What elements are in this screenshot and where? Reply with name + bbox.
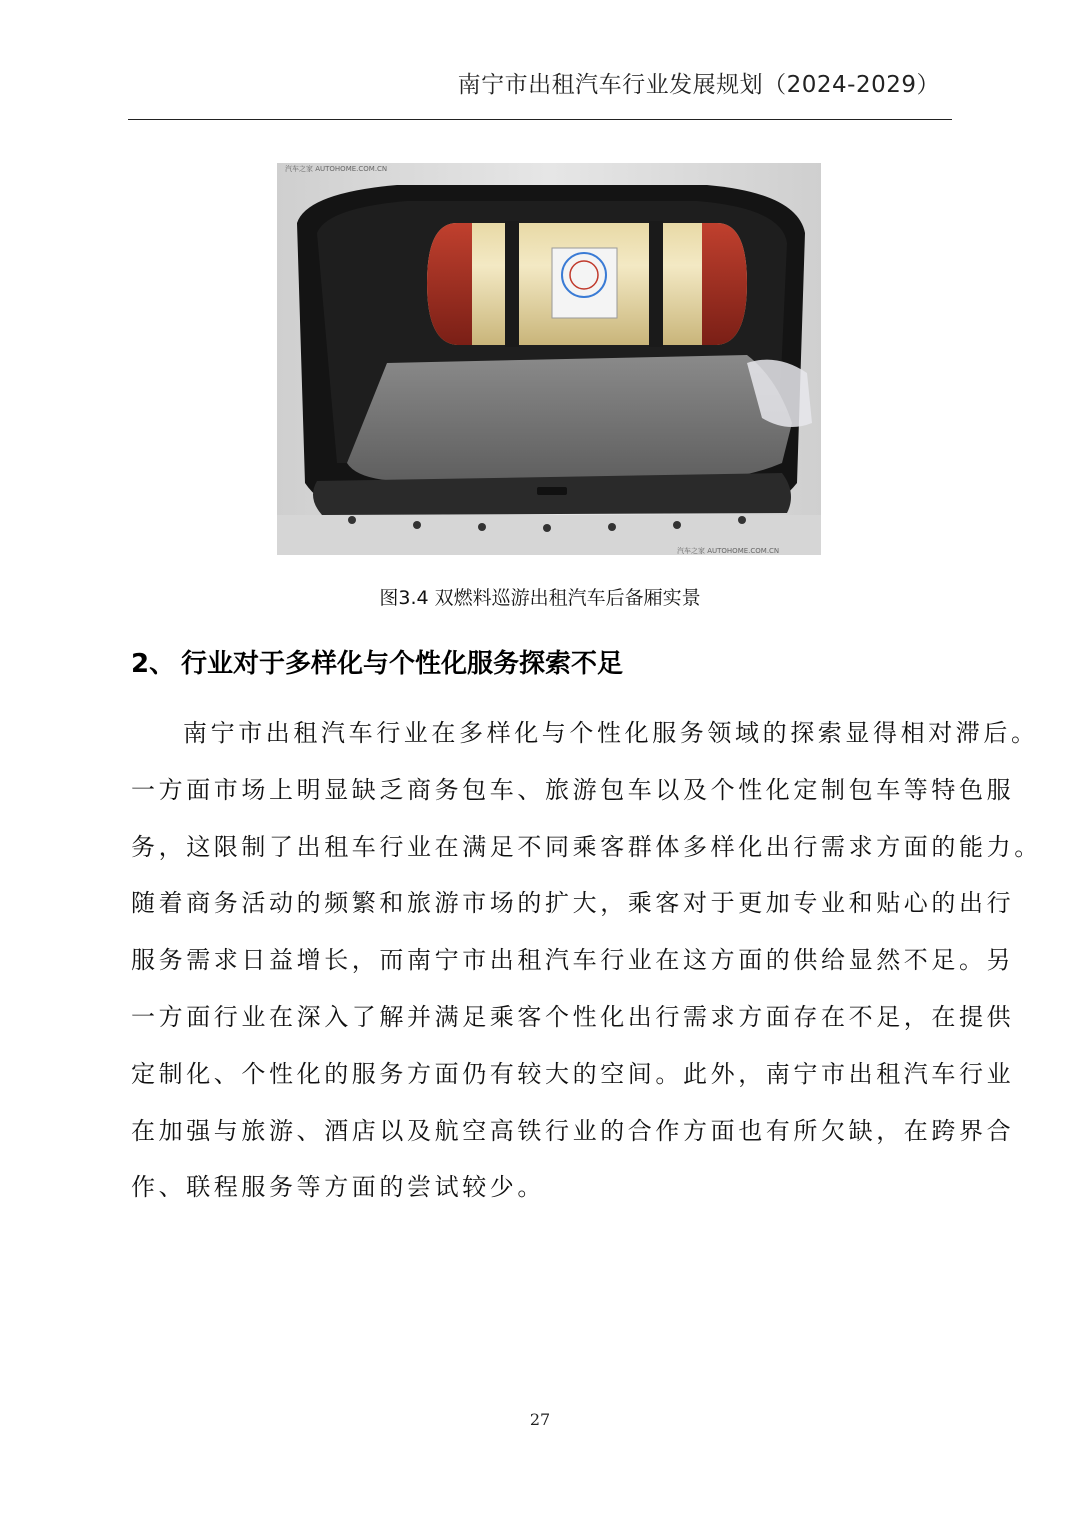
paragraph-line: 在加强与旅游、酒店以及航空高铁行业的合作方面也有所欠缺，在跨界合 [131,1116,1015,1145]
page-number: 27 [529,1410,551,1429]
section-title: 行业对于多样化与个性化服务探索不足 [181,649,624,679]
trunk-photo [277,163,821,555]
paragraph-line: 服务需求日益增长，而南宁市出租汽车行业在这方面的供给显然不足。另 [131,946,1015,975]
paragraph-line: 一方面市场上明显缺乏商务包车、旅游包车以及个性化定制包车等特色服 [131,775,1015,804]
header-divider [128,119,952,120]
photo-watermark-top: 汽车之家 AUTOHOME.COM.CN [285,165,388,173]
figure-caption: 图3.4 双燃料巡游出租汽车后备厢实景 [379,587,701,609]
paragraph-line: 随着商务活动的频繁和旅游市场的扩大，乘客对于更加专业和贴心的出行 [131,889,1015,918]
paragraph-line: 作、联程服务等方面的尝试较少。 [131,1173,545,1202]
paragraph-line: 务，这限制了出租车行业在满足不同乘客群体多样化出行需求方面的能力。 [131,832,1042,861]
body-paragraph [131,705,1042,1216]
section-heading [131,643,623,680]
paragraph-line: 定制化、个性化的服务方面仍有较大的空间。此外，南宁市出租汽车行业 [131,1059,1015,1088]
paragraph-line: 南宁市出租汽车行业在多样化与个性化服务领域的探索显得相对滞后。 [183,719,1039,747]
running-header-title: 南宁市出租汽车行业发展规划（2024-2029） [457,72,940,98]
paragraph-line: 一方面行业在深入了解并满足乘客个性化出行需求方面存在不足，在提供 [131,1002,1015,1031]
gas-cylinder-illustration [427,221,747,347]
section-number: 2、 [131,649,176,679]
photo-watermark-bottom: 汽车之家 AUTOHOME.COM.CN [677,547,780,555]
